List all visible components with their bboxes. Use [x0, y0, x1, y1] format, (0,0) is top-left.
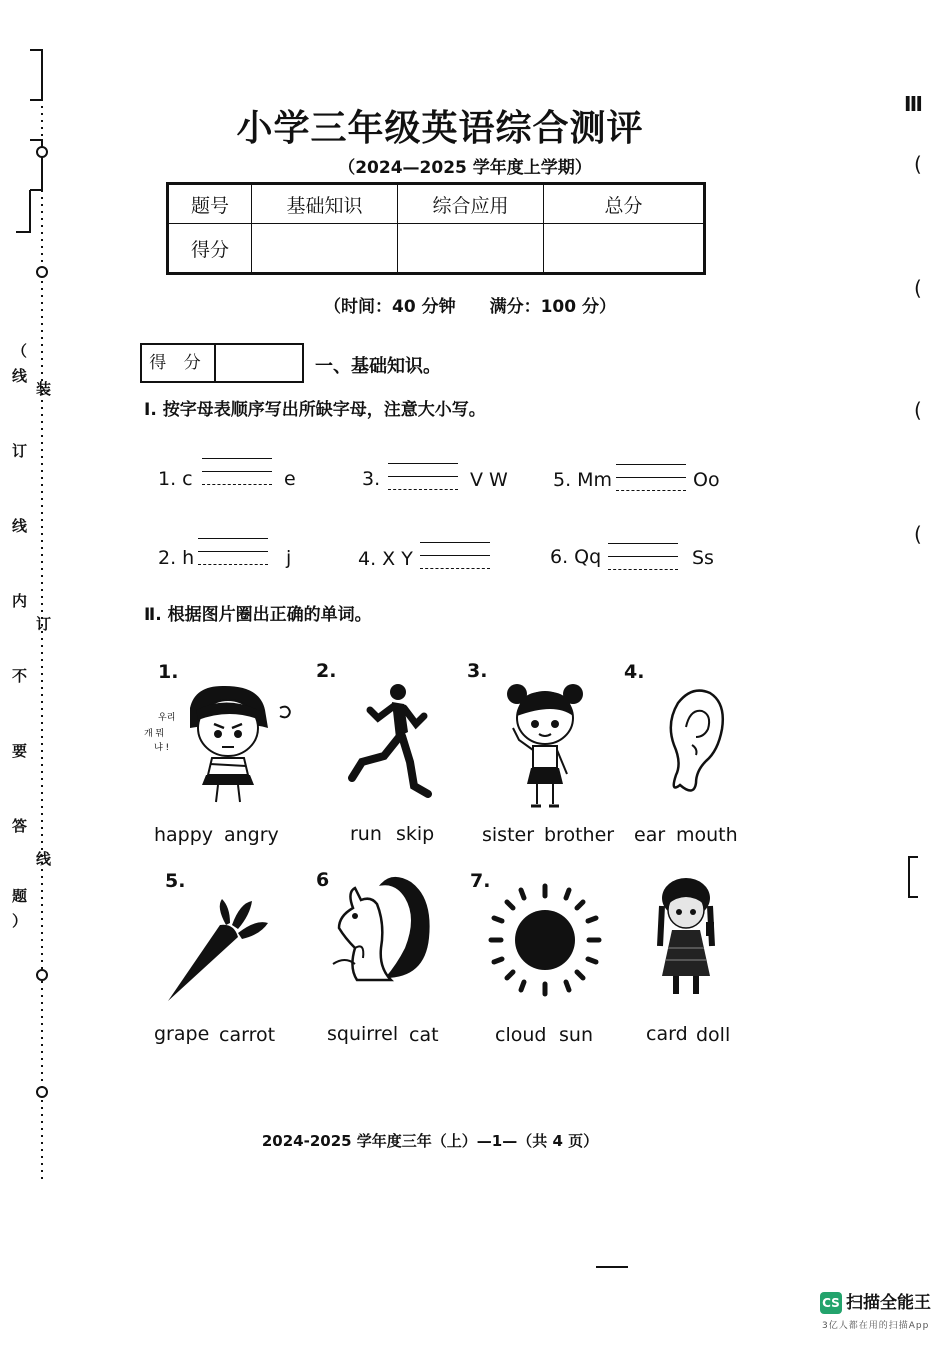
score-table-header: 综合应用: [398, 184, 544, 224]
score-table-header: 题号: [168, 184, 252, 224]
letter-item-label: 5. Mm: [553, 469, 613, 491]
writing-lines[interactable]: [202, 458, 272, 498]
carrot-icon: [160, 895, 275, 1005]
letter-item-after: Oo: [693, 469, 720, 491]
section-score-box: [140, 343, 304, 383]
svg-text:우리: 우리: [158, 713, 176, 723]
score-table-row-label: 得分: [168, 224, 252, 274]
brand-watermark: [820, 1288, 931, 1314]
letter-item-after: V W: [470, 469, 508, 491]
time-info: （时间：40 分钟 满分：100 分）: [324, 297, 616, 317]
footer-rule: [596, 1266, 628, 1268]
letter-item-label: 6. Qq: [550, 546, 602, 568]
option-word[interactable]: mouth: [676, 824, 738, 846]
picture-item-number: 3.: [467, 660, 488, 682]
brand-logo-icon: CS: [820, 1292, 842, 1314]
doll-icon: [648, 876, 728, 1001]
part1-instruction: Ⅰ. 按字母表顺序写出所缺字母，注意大小写。: [144, 400, 486, 420]
squirrel-icon: [325, 868, 435, 998]
svg-text:개 뭐: 개 뭐: [144, 729, 165, 739]
section-score-cell[interactable]: [216, 345, 302, 381]
section-score-label: 得 分: [142, 345, 216, 381]
score-table: [166, 182, 706, 275]
option-word[interactable]: sun: [559, 1024, 593, 1046]
section-title: 一、基础知识。: [315, 356, 441, 377]
option-word[interactable]: doll: [696, 1024, 731, 1046]
option-word[interactable]: card: [646, 1023, 688, 1045]
picture-item-number: 1.: [158, 661, 179, 683]
letter-item-label: 3.: [362, 468, 381, 490]
option-word[interactable]: sister: [482, 824, 535, 846]
picture-item-number: 7.: [470, 870, 491, 892]
right-edge-paren: (: [914, 276, 922, 300]
score-table-header: 总分: [544, 184, 705, 224]
angry-girl-icon: [140, 680, 300, 805]
option-word[interactable]: ear: [634, 824, 666, 846]
picture-item-number: 2.: [316, 660, 337, 682]
letter-item-after: j: [286, 547, 292, 569]
writing-lines[interactable]: [198, 538, 268, 578]
page-subtitle: （2024—2025 学年度上学期）: [338, 158, 592, 178]
writing-lines[interactable]: [388, 463, 458, 503]
option-word[interactable]: skip: [396, 823, 435, 845]
ear-icon: [662, 685, 732, 800]
letter-item-label: 2. h: [158, 547, 195, 569]
right-edge-paren: (: [914, 398, 922, 422]
option-word[interactable]: happy: [154, 824, 214, 846]
picture-item-number: 6: [316, 869, 330, 891]
girl-icon: [495, 680, 595, 810]
option-word[interactable]: brother: [544, 824, 615, 846]
writing-lines[interactable]: [608, 543, 678, 583]
right-edge-paren: (: [914, 522, 922, 546]
writing-lines[interactable]: [420, 542, 490, 582]
score-cell[interactable]: [544, 224, 705, 274]
letter-item-label: 1. c: [158, 468, 193, 490]
page-footer: 2024-2025 学年度三年（上）—1—（共 4 页）: [261, 1132, 599, 1150]
option-word[interactable]: squirrel: [327, 1023, 399, 1045]
margin-text-left-col: （ 线 订 线 内 不 要 答 题 ）: [12, 342, 28, 930]
letter-item-after: Ss: [692, 547, 714, 569]
right-edge-paren: (: [914, 152, 922, 176]
option-word[interactable]: cloud: [495, 1024, 547, 1046]
score-cell[interactable]: [252, 224, 398, 274]
score-table-header: 基础知识: [252, 184, 398, 224]
right-edge-roman: Ⅲ: [904, 92, 923, 116]
part2-instruction: Ⅱ. 根据图片圈出正确的单词。: [144, 605, 372, 625]
letter-item-label: 4. X Y: [358, 548, 413, 570]
option-word[interactable]: angry: [224, 824, 279, 846]
option-word[interactable]: grape: [154, 1023, 210, 1045]
writing-lines[interactable]: [616, 464, 686, 504]
right-edge-bracket: [908, 856, 918, 898]
picture-item-number: 5.: [165, 870, 186, 892]
letter-item-after: e: [284, 468, 296, 490]
sun-icon: [488, 880, 603, 1000]
running-man-icon: [340, 682, 440, 807]
margin-text-right-col: 装 订 线: [36, 380, 52, 868]
picture-item-number: 4.: [624, 661, 645, 683]
option-word[interactable]: carrot: [219, 1024, 276, 1046]
score-cell[interactable]: [398, 224, 544, 274]
page-title: 小学三年级英语综合测评: [236, 107, 644, 149]
option-word[interactable]: run: [350, 823, 382, 845]
svg-text:냐 !: 냐 !: [154, 743, 170, 753]
brand-name: 扫描全能王: [846, 1293, 931, 1313]
brand-subtitle: 3亿人都在用的扫描App: [822, 1321, 930, 1331]
option-word[interactable]: cat: [409, 1024, 439, 1046]
